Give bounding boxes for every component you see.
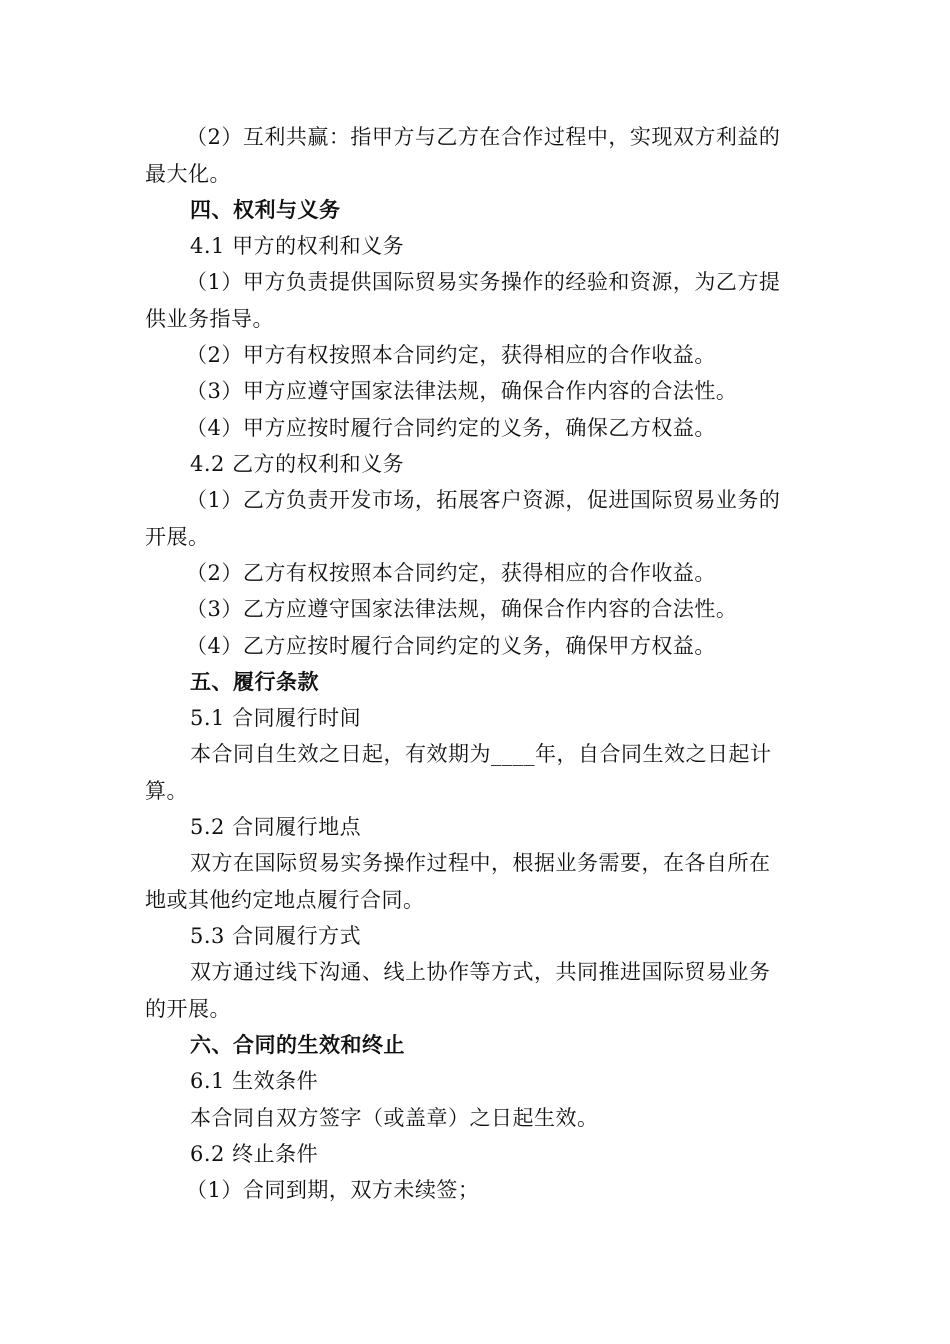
paragraph-line: 开展。 bbox=[145, 525, 210, 549]
subsection-heading: 6.1 生效条件 bbox=[190, 1069, 319, 1093]
paragraph-line: 本合同自双方签字（或盖章）之日起生效。 bbox=[190, 1106, 599, 1130]
subsection-heading: 5.1 合同履行时间 bbox=[190, 706, 362, 730]
paragraph-line: （2）互利共赢：指甲方与乙方在合作过程中，实现双方利益的 bbox=[186, 125, 781, 149]
paragraph-line: （1）合同到期，双方未续签； bbox=[186, 1178, 480, 1202]
paragraph-line: （4）乙方应按时履行合同约定的义务，确保甲方权益。 bbox=[186, 634, 716, 658]
paragraph-line: （2）乙方有权按照本合同约定，获得相应的合作收益。 bbox=[186, 561, 716, 585]
paragraph-line: （1）乙方负责开发市场，拓展客户资源，促进国际贸易业务的 bbox=[186, 488, 781, 512]
paragraph-line: （1）甲方负责提供国际贸易实务操作的经验和资源，为乙方提 bbox=[186, 270, 781, 294]
paragraph-line: 地或其他约定地点履行合同。 bbox=[145, 888, 425, 912]
section-heading: 六、合同的生效和终止 bbox=[190, 1032, 405, 1057]
paragraph-line: 双方通过线下沟通、线上协作等方式，共同推进国际贸易业务 bbox=[190, 960, 771, 984]
subsection-heading: 4.1 甲方的权利和义务 bbox=[190, 234, 405, 258]
subsection-heading: 5.2 合同履行地点 bbox=[190, 815, 362, 839]
paragraph-line: 双方在国际贸易实务操作过程中，根据业务需要，在各自所在 bbox=[190, 851, 771, 875]
subsection-heading: 4.2 乙方的权利和义务 bbox=[190, 452, 405, 476]
paragraph-line: （4）甲方应按时履行合同约定的义务，确保乙方权益。 bbox=[186, 416, 716, 440]
paragraph-line: （2）甲方有权按照本合同约定，获得相应的合作收益。 bbox=[186, 343, 716, 367]
paragraph-line: 的开展。 bbox=[145, 997, 231, 1021]
paragraph-line: 算。 bbox=[145, 779, 188, 803]
paragraph-line: 供业务指导。 bbox=[145, 307, 274, 331]
section-heading: 四、权利与义务 bbox=[190, 197, 341, 222]
subsection-heading: 5.3 合同履行方式 bbox=[190, 924, 362, 948]
paragraph-line: 最大化。 bbox=[145, 162, 231, 186]
section-heading: 五、履行条款 bbox=[190, 669, 319, 694]
paragraph-line: （3）乙方应遵守国家法律法规，确保合作内容的合法性。 bbox=[186, 597, 738, 621]
paragraph-line: 本合同自生效之日起，有效期为____年，自合同生效之日起计 bbox=[190, 742, 772, 766]
subsection-heading: 6.2 终止条件 bbox=[190, 1142, 319, 1166]
paragraph-line: （3）甲方应遵守国家法律法规，确保合作内容的合法性。 bbox=[186, 379, 738, 403]
